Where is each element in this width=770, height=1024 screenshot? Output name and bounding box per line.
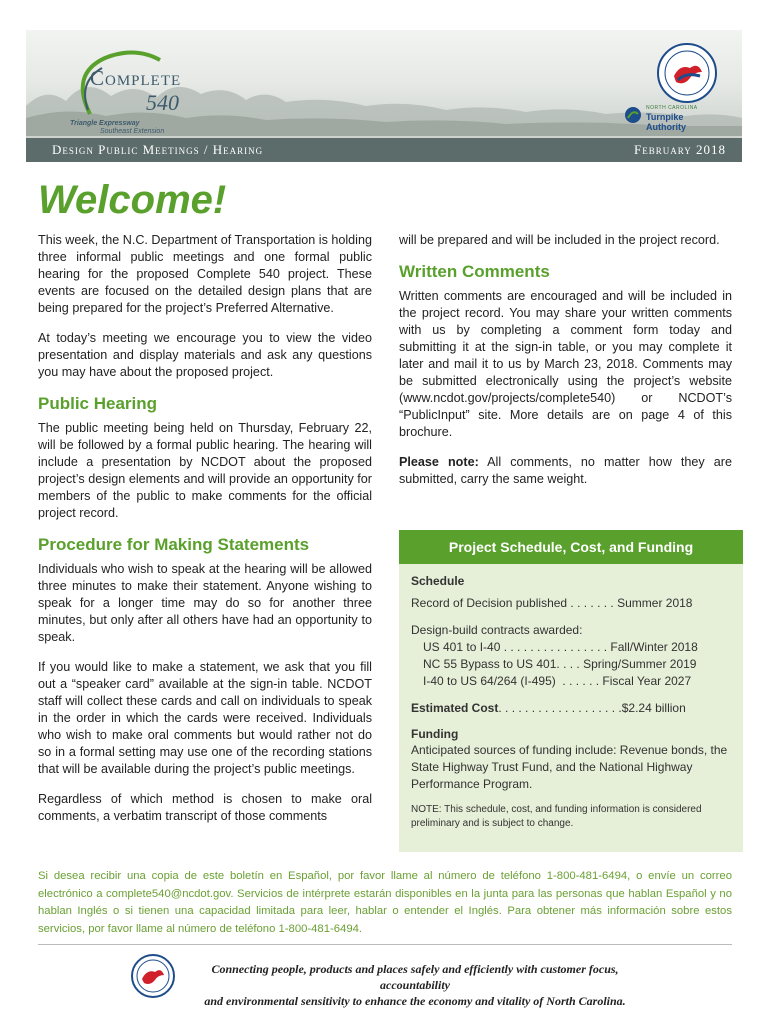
document-type-label: Design Public Meetings / Hearing [52, 142, 264, 157]
schedule-label: Schedule [411, 574, 465, 588]
header-banner [26, 30, 742, 162]
procedure-paragraph-2: If you would like to make a statement, we ask that you fill out a “speaker card” available at the sign-in table. NCDOT staff will collect these cards and call on individuals to speak in the order in which the cards were received. Individuals who wish to make oral comments but would rather not do so in a formal setting may use one of the recording stations that will be available during the project’s public meetings. [38, 660, 372, 776]
funding-text: Anticipated sources of funding include: Revenue bonds, the State Highway Trust Fund, and the National Highway Performance Program. [411, 743, 728, 791]
written-comments-paragraph: Written comments are encouraged and will be included in the project record. You may share your written comments with us by completing a comment form today and submitting it at the sign-in table, or you may complete it later and mail it to us by March 23, 2018. Comments may be submitted electronically using the project’s website (www.ncdot.gov/projects/complete540) or NCDOT’s “PublicInput” site. More details are on page 4 of this brochure. [399, 289, 732, 439]
ncdot-footer-seal-icon [130, 953, 176, 999]
document-date: February 2018 [634, 142, 726, 157]
logo-tagline-2: Southeast Extension [100, 128, 165, 135]
turnpike-name: Turnpike Authority [646, 112, 686, 132]
intro-paragraph-2: At today’s meeting we encourage you to view the video presentation and display materials and ask any questions you may have about the proposed project. [38, 331, 372, 379]
schedule-heading: Project Schedule, Cost, and Funding [399, 530, 743, 564]
please-note-paragraph [399, 454, 732, 488]
tagline-line-2: and environmental sensitivity to enhance the economy and vitality of North Carolina. [204, 994, 626, 1008]
procedure-paragraph-1: Individuals who wish to speak at the hearing will be allowed three minutes to make their statement. Anyone wishing to speak for a longer time may do so for another three minutes, but only after all others have had an opportunity to speak. [38, 562, 372, 644]
contract-line: US 401 to I-40 . . . . . . . . . . . . . . . . Fall/Winter 2018 [423, 640, 698, 654]
logo-wordmark: Complete [90, 66, 182, 90]
rod-line: Record of Decision published . . . . . . . Summer 2018 [411, 596, 693, 610]
footer-tagline [180, 961, 650, 1009]
procedure-paragraph-3: Regardless of which method is chosen to make oral comments, a verbatim transcript of those comments [38, 792, 372, 823]
logo-number: 540 [146, 90, 179, 115]
schedule-body [399, 564, 743, 831]
public-hearing-heading: Public Hearing [38, 394, 158, 413]
cost-label: Estimated Cost [411, 701, 499, 715]
please-note-text: All comments, no matter how they are submitted, carry the same weight. [399, 455, 733, 486]
estimated-cost-line [411, 700, 731, 717]
banner-strip [26, 138, 742, 162]
page-title: Welcome! [38, 178, 227, 222]
please-note-label: Please note: [399, 455, 479, 469]
continued-paragraph: will be prepared and will be included in the project record. [399, 233, 720, 247]
contract-line: NC 55 Bypass to US 401. . . . Spring/Summer 2019 [423, 657, 697, 671]
right-column [399, 232, 732, 501]
contract-line: I-40 to US 64/264 (I-495) . . . . . . Fiscal Year 2027 [423, 674, 692, 688]
schedule-box [399, 530, 743, 852]
cost-value: . . . . . . . . . . . . . . . . . . .$2.24 billion [498, 701, 686, 715]
written-comments-heading: Written Comments [399, 262, 550, 281]
turnpike-authority-logo [624, 104, 724, 132]
spanish-notice: Si desea recibir una copia de este boletín en Español, por favor llame al número de teléfono 1-800-481-6494, o envíe un correo electrónico a complete540@ncdot.gov. Servicios de intérprete estarán disponibles en la junta para las personas que hablan Español y no hablan Inglés o si tienen una capacidad limitada para leer, hablar o entender el Inglés. Para obtener más información sobre estos servicios, por favor llame al número de teléfono 1-800-481-6494. [38, 870, 732, 935]
left-column [38, 232, 372, 838]
design-build-label: Design-build contracts awarded: [411, 623, 583, 637]
funding-label: Funding [411, 727, 459, 741]
procedure-heading: Procedure for Making Statements [38, 535, 310, 554]
footer-divider [38, 944, 732, 945]
public-hearing-paragraph: The public meeting being held on Thursday, February 22, will be followed by a formal public hearing. The hearing will include a presentation by NCDOT about the proposed project’s design elements and will provide an opportunity for members of the public to make comments for the official project record. [38, 421, 372, 520]
complete-540-logo [60, 44, 200, 144]
turnpike-icon [624, 106, 642, 124]
intro-paragraph-1: This week, the N.C. Department of Transportation is holding three informal public meetings and one formal public hearing for the proposed Complete 540 project. These events are focused on the detailed design plans that are being prepared for the project’s Preferred Alternative. [38, 233, 372, 315]
ncdot-seal-icon [656, 42, 718, 104]
tagline-line-1: Connecting people, products and places safely and efficiently with customer focus, accountability [211, 962, 619, 992]
logo-tagline-1: Triangle Expressway [70, 120, 140, 127]
turnpike-state-label: NORTH CAROLINA [646, 105, 698, 111]
schedule-note: NOTE: This schedule, cost, and funding information is considered preliminary and is subject to change. [411, 804, 702, 829]
